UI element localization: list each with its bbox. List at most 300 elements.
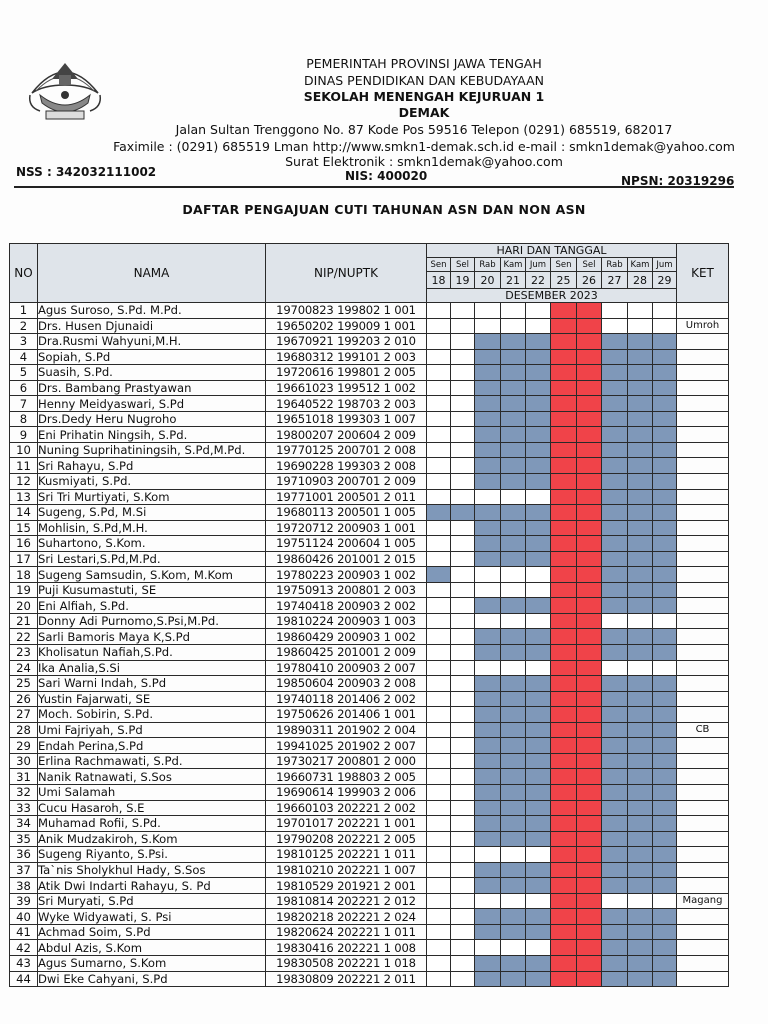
leave-day-cell [602,427,628,443]
empty-day-cell [451,427,475,443]
holiday-cell [577,427,602,443]
leave-day-cell [501,505,526,521]
empty-day-cell [451,536,475,552]
empty-day-cell [427,722,451,738]
employee-name: Muhamad Rofii, S.Pd. [38,816,266,832]
remark-cell [677,442,729,458]
holiday-cell [577,816,602,832]
employee-name: Moch. Sobirin, S.Pd. [38,707,266,723]
empty-day-cell [602,660,628,676]
remark-cell [677,707,729,723]
empty-day-cell [427,909,451,925]
empty-day-cell [475,318,501,334]
leave-day-cell [526,536,551,552]
leave-day-cell [653,924,677,940]
table-row [10,831,729,847]
employee-nip: 19690228 199303 2 008 [266,458,427,474]
leave-day-cell [602,645,628,661]
table-row [10,551,729,567]
employee-name: Nuning Suprihatiningsih, S.Pd,M.Pd. [38,442,266,458]
table-row [10,629,729,645]
remark-cell [677,567,729,583]
leave-day-cell [628,971,653,987]
row-number: 4 [10,349,38,365]
header-ket: KET [677,244,729,303]
leave-day-cell [628,411,653,427]
empty-day-cell [427,707,451,723]
row-number: 21 [10,613,38,629]
leave-day-cell [628,847,653,863]
leave-day-cell [475,536,501,552]
employee-nip: 19661023 199512 1 002 [266,380,427,396]
leave-day-cell [602,411,628,427]
holiday-cell [577,955,602,971]
row-number: 41 [10,924,38,940]
remark-cell [677,645,729,661]
row-number: 15 [10,520,38,536]
empty-day-cell [475,660,501,676]
holiday-cell [577,349,602,365]
holiday-cell [551,800,577,816]
empty-day-cell [427,645,451,661]
remark-cell [677,334,729,350]
leave-day-cell [501,645,526,661]
empty-day-cell [451,318,475,334]
holiday-cell [551,738,577,754]
leave-day-cell [653,738,677,754]
empty-day-cell [653,318,677,334]
empty-day-cell [427,458,451,474]
empty-day-cell [501,660,526,676]
row-number: 16 [10,536,38,552]
row-number: 24 [10,660,38,676]
nss-number: NSS : 342032111002 [16,165,157,179]
employee-nip: 19810529 201921 2 001 [266,878,427,894]
empty-day-cell [427,536,451,552]
employee-nip: 19810224 200903 1 003 [266,613,427,629]
employee-nip: 19660103 202221 2 002 [266,800,427,816]
leave-day-cell [475,396,501,412]
header-city: DEMAK [398,105,450,120]
employee-nip: 19830809 202221 2 011 [266,971,427,987]
leave-day-cell [653,940,677,956]
holiday-cell [551,489,577,505]
holiday-cell [551,536,577,552]
employee-nip: 19860426 201001 2 015 [266,551,427,567]
employee-nip: 19700823 199802 1 001 [266,303,427,319]
leave-day-cell [526,676,551,692]
leave-day-cell [628,878,653,894]
leave-day-cell [653,442,677,458]
leave-day-cell [602,458,628,474]
holiday-cell [551,365,577,381]
employee-name: Yustin Fajarwati, SE [38,691,266,707]
employee-nip: 19941025 201902 2 007 [266,738,427,754]
leave-day-cell [653,505,677,521]
row-number: 10 [10,442,38,458]
header-date: 19 [451,272,475,289]
employee-nip: 19820218 202221 2 024 [266,909,427,925]
leave-day-cell [628,505,653,521]
leave-day-cell [602,365,628,381]
leave-day-cell [602,971,628,987]
leave-day-cell [628,520,653,536]
table-row [10,924,729,940]
leave-day-cell [475,722,501,738]
holiday-cell [577,707,602,723]
leave-day-cell [501,800,526,816]
holiday-cell [551,753,577,769]
table-row [10,349,729,365]
empty-day-cell [427,629,451,645]
leave-day-cell [653,831,677,847]
holiday-cell [551,396,577,412]
row-number: 32 [10,784,38,800]
empty-day-cell [451,598,475,614]
leave-day-cell [602,831,628,847]
leave-day-cell [602,691,628,707]
leave-day-cell [628,816,653,832]
empty-day-cell [427,971,451,987]
remark-cell [677,955,729,971]
row-number: 37 [10,862,38,878]
table-row [10,536,729,552]
leave-day-cell [501,816,526,832]
holiday-cell [577,971,602,987]
header-date: 29 [653,272,677,289]
remark-cell [677,878,729,894]
header-day: Kam [501,258,526,272]
holiday-cell [551,318,577,334]
employee-nip: 19810125 202221 1 011 [266,847,427,863]
leave-day-cell [653,567,677,583]
leave-day-cell [653,753,677,769]
leave-day-cell [653,909,677,925]
leave-day-cell [475,505,501,521]
holiday-cell [551,458,577,474]
empty-day-cell [628,613,653,629]
employee-name: Donny Adi Purnomo,S.Psi,M.Pd. [38,613,266,629]
table-row [10,753,729,769]
leave-day-cell [475,411,501,427]
header-date: 27 [602,272,628,289]
employee-name: Sri Tri Murtiyati, S.Kom [38,489,266,505]
empty-day-cell [602,613,628,629]
table-row [10,582,729,598]
remark-cell [677,629,729,645]
table-row [10,971,729,987]
leave-day-cell [602,567,628,583]
empty-day-cell [526,660,551,676]
leave-day-cell [526,831,551,847]
empty-day-cell [451,878,475,894]
row-number: 35 [10,831,38,847]
leave-day-cell [653,955,677,971]
leave-day-cell [526,365,551,381]
leave-day-cell [602,380,628,396]
remark-cell [677,676,729,692]
holiday-cell [577,365,602,381]
holiday-cell [577,769,602,785]
empty-day-cell [602,303,628,319]
employee-nip: 19651018 199303 1 007 [266,411,427,427]
leave-day-cell [653,629,677,645]
employee-name: Endah Perina,S.Pd [38,738,266,754]
empty-day-cell [451,458,475,474]
employee-nip: 19830508 202221 1 018 [266,955,427,971]
leave-day-cell [602,582,628,598]
leave-day-cell [501,442,526,458]
empty-day-cell [427,738,451,754]
employee-name: Sri Muryati, S.Pd [38,893,266,909]
header-divider [14,186,734,188]
holiday-cell [551,862,577,878]
remark-cell [677,536,729,552]
leave-day-cell [628,738,653,754]
leave-day-cell [501,753,526,769]
leave-day-cell [501,551,526,567]
leave-day-cell [653,458,677,474]
leave-day-cell [475,955,501,971]
leave-day-cell [526,738,551,754]
leave-day-cell [475,442,501,458]
header-fax-web: Faximile : (0291) 685519 Lman http://www.smkn1-demak.sch.id e-mail : smkn1demak@yahoo.com [113,139,735,154]
row-number: 33 [10,800,38,816]
row-number: 6 [10,380,38,396]
header-day: Sen [427,258,451,272]
leave-day-cell [653,707,677,723]
employee-name: Erlina Rachmawati, S.Pd. [38,753,266,769]
holiday-cell [577,567,602,583]
leave-day-cell [501,380,526,396]
remark-cell [677,691,729,707]
empty-day-cell [526,613,551,629]
employee-nip: 19820624 202221 1 011 [266,924,427,940]
leave-day-cell [526,784,551,800]
leave-day-cell [602,800,628,816]
empty-day-cell [451,831,475,847]
leave-day-cell [653,971,677,987]
leave-day-cell [653,582,677,598]
table-row [10,427,729,443]
leave-day-cell [501,598,526,614]
table-row [10,707,729,723]
leave-day-cell [501,738,526,754]
remark-cell: Umroh [677,318,729,334]
leave-day-cell [602,551,628,567]
leave-day-cell [628,800,653,816]
employee-name: Sugeng, S.Pd, M.Si [38,505,266,521]
employee-name: Ika Analia,S.Si [38,660,266,676]
empty-day-cell [427,660,451,676]
table-row [10,318,729,334]
leave-day-cell [653,411,677,427]
leave-day-cell [628,940,653,956]
table-row [10,489,729,505]
row-number: 3 [10,334,38,350]
empty-day-cell [628,660,653,676]
holiday-cell [551,847,577,863]
table-row [10,816,729,832]
employee-name: Sarli Bamoris Maya K,S.Pd [38,629,266,645]
leave-day-cell [475,753,501,769]
remark-cell: Magang [677,893,729,909]
row-number: 20 [10,598,38,614]
empty-day-cell [427,940,451,956]
holiday-cell [577,396,602,412]
leave-day-cell [501,474,526,490]
holiday-cell [551,645,577,661]
empty-day-cell [451,940,475,956]
leave-day-cell [475,971,501,987]
employee-name: Umi Salamah [38,784,266,800]
leave-day-cell [653,427,677,443]
holiday-cell [577,334,602,350]
employee-name: Eni Alfiah, S.Pd. [38,598,266,614]
employee-name: Kholisatun Nafiah,S.Pd. [38,645,266,661]
leave-day-cell [602,536,628,552]
holiday-cell [551,769,577,785]
employee-name: Dwi Eke Cahyani, S.Pd [38,971,266,987]
holiday-cell [551,722,577,738]
leave-day-cell [526,800,551,816]
leave-day-cell [602,816,628,832]
employee-name: Nanik Ratnawati, S.Sos [38,769,266,785]
header-email: Surat Elektronik : smkn1demak@yahoo.com [285,154,563,169]
empty-day-cell [628,893,653,909]
header-date: 28 [628,272,653,289]
leave-day-cell [628,955,653,971]
employee-name: Kusmiyati, S.Pd. [38,474,266,490]
holiday-cell [551,567,577,583]
leave-day-cell [628,349,653,365]
employee-name: Cucu Hasaroh, S.E [38,800,266,816]
employee-nip: 19710903 200701 2 009 [266,474,427,490]
holiday-cell [577,303,602,319]
leave-day-cell [475,427,501,443]
header-date: 25 [551,272,577,289]
holiday-cell [577,489,602,505]
empty-day-cell [526,893,551,909]
empty-day-cell [475,613,501,629]
row-number: 19 [10,582,38,598]
remark-cell [677,831,729,847]
leave-day-cell [653,847,677,863]
leave-day-cell [526,629,551,645]
row-number: 40 [10,909,38,925]
leave-day-cell [628,598,653,614]
header-day: Sel [577,258,602,272]
empty-day-cell [451,800,475,816]
leave-day-cell [475,831,501,847]
leave-day-cell [628,474,653,490]
header-day: Kam [628,258,653,272]
leave-day-cell [602,489,628,505]
empty-day-cell [427,924,451,940]
leave-day-cell [526,380,551,396]
leave-day-cell [526,862,551,878]
leave-day-cell [653,334,677,350]
employee-nip: 19660731 198803 2 005 [266,769,427,785]
leave-day-cell [526,396,551,412]
table-row [10,722,729,738]
holiday-cell [577,629,602,645]
leave-day-cell [475,878,501,894]
leave-day-cell [475,380,501,396]
employee-name: Atik Dwi Indarti Rahayu, S. Pd [38,878,266,894]
empty-day-cell [501,582,526,598]
leave-day-cell [628,551,653,567]
leave-day-cell [475,800,501,816]
table-row [10,411,729,427]
empty-day-cell [451,816,475,832]
empty-day-cell [501,613,526,629]
employee-nip: 19701017 202221 1 001 [266,816,427,832]
leave-day-cell [475,365,501,381]
empty-day-cell [628,318,653,334]
empty-day-cell [427,318,451,334]
leave-day-cell [602,940,628,956]
holiday-cell [551,598,577,614]
empty-day-cell [602,893,628,909]
empty-day-cell [526,318,551,334]
holiday-cell [551,971,577,987]
leave-day-cell [475,645,501,661]
table-row [10,676,729,692]
table-row [10,474,729,490]
leave-day-cell [628,722,653,738]
leave-day-cell [628,442,653,458]
table-row [10,660,729,676]
row-number: 34 [10,816,38,832]
leave-day-cell [475,924,501,940]
table-row [10,784,729,800]
header-hari-tanggal: HARI DAN TANGGAL [427,244,677,258]
remark-cell [677,427,729,443]
empty-day-cell [427,396,451,412]
leave-day-cell [501,411,526,427]
leave-day-cell [653,380,677,396]
leave-day-cell [526,427,551,443]
remark-cell [677,474,729,490]
holiday-cell [551,893,577,909]
table-row [10,365,729,381]
employee-name: Umi Fajriyah, S.Pd [38,722,266,738]
leave-day-cell [501,971,526,987]
header-date: 21 [501,272,526,289]
employee-name: Ta`nis Sholykhul Hady, S.Sos [38,862,266,878]
leave-day-cell [653,878,677,894]
empty-day-cell [451,676,475,692]
empty-day-cell [427,582,451,598]
empty-day-cell [427,816,451,832]
leave-day-cell [501,458,526,474]
holiday-cell [551,551,577,567]
table-row [10,862,729,878]
holiday-cell [551,380,577,396]
leave-day-cell [526,442,551,458]
remark-cell [677,613,729,629]
table-row [10,458,729,474]
row-number: 12 [10,474,38,490]
employee-name: Henny Meidyaswari, S.Pd [38,396,266,412]
leave-day-cell [501,691,526,707]
employee-nip: 19770125 200701 2 008 [266,442,427,458]
empty-day-cell [427,753,451,769]
remark-cell [677,971,729,987]
table-row [10,505,729,521]
remark-cell [677,365,729,381]
